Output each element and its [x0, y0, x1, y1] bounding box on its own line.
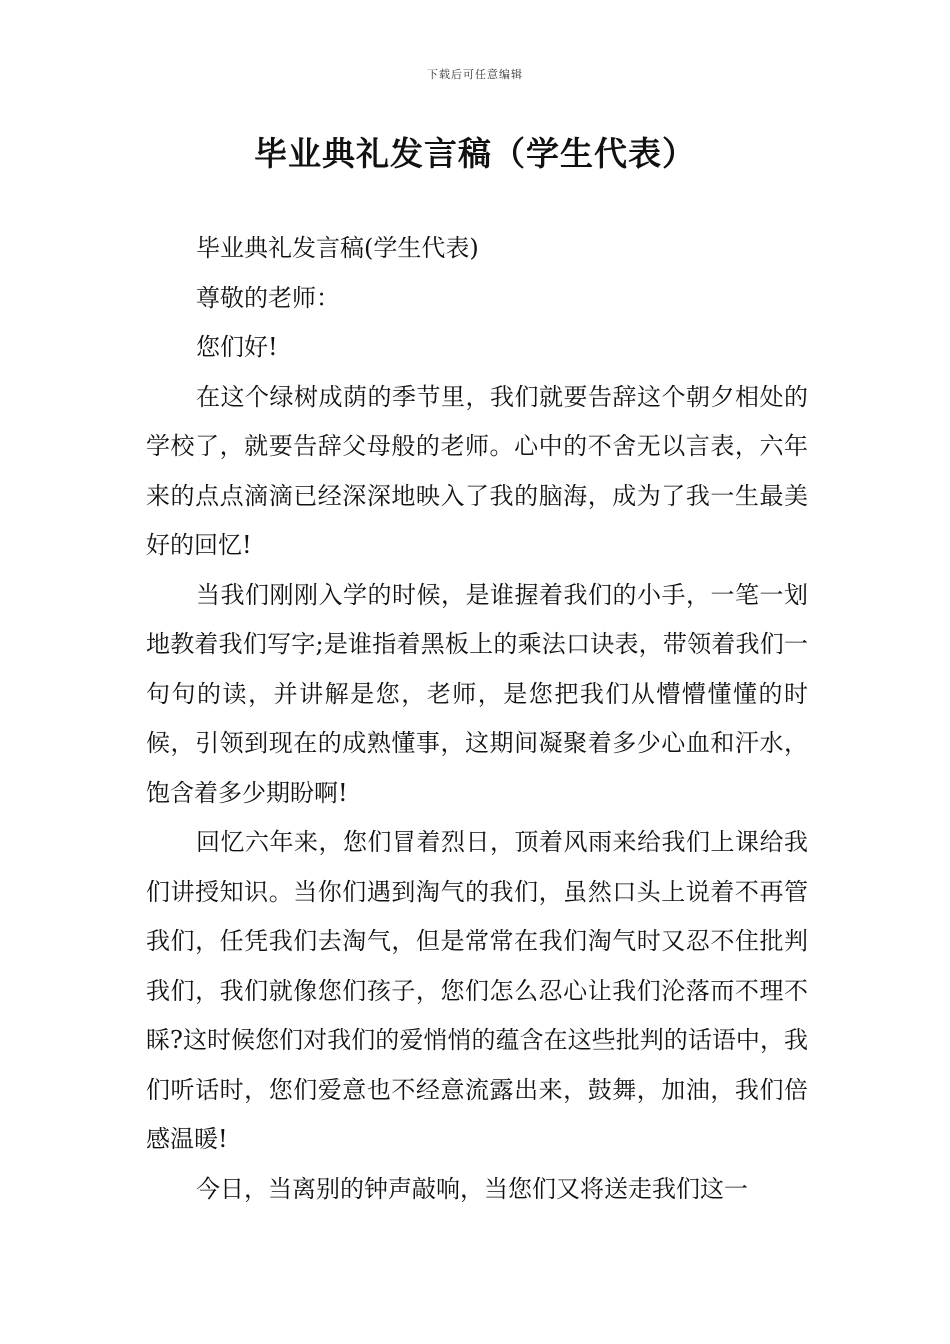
paragraph-farewell: 在这个绿树成荫的季节里，我们就要告辞这个朝夕相处的学校了，就要告辞父母般的老师。心中的不舍无以言表，六年来的点点滴滴已经深深地映入了我的脑海，成为了我一生最美好的回忆! — [146, 382, 808, 559]
paragraph-salutation: 尊敬的老师： — [196, 283, 340, 312]
paragraph-greeting: 您们好! — [196, 333, 278, 361]
paragraph-memories-teachers: 回忆六年来，您们冒着烈日，顶着风雨来给我们上课给我们讲授知识。当你们遇到淘气的我们，虽然口头上说着不再管我们，任凭我们去淘气，但是常常在我们淘气时又忍不住批判我们，我们就像您们孩子，您们怎么忍心让我们沦落而不理不睬?这时候您们对我们的爱悄悄的蕴含在这些批判的话语中，我们听话时，您们爱意也不经意流露出来，鼓舞，加油，我们倍感温暖! — [146, 828, 808, 1153]
document-body — [146, 224, 808, 1214]
document-title: 毕业典礼发言稿（学生代表） — [254, 134, 696, 173]
download-note: 下载后可任意编辑 — [427, 68, 523, 81]
paragraph-subtitle: 毕业典礼发言稿(学生代表) — [196, 234, 479, 262]
paragraph-today: 今日，当离别的钟声敲响，当您们又将送走我们这一 — [196, 1174, 748, 1203]
paragraph-memories-school: 当我们刚刚入学的时候，是谁握着我们的小手，一笔一划地教着我们写字;是谁指着黑板上的乘法口诀表，带领着我们一句句的读，并讲解是您，老师，是您把我们从懵懵懂懂的时候，引领到现在的成熟懂事，这期间凝聚着多少心血和汗水，饱含着多少期盼啊! — [146, 580, 808, 807]
